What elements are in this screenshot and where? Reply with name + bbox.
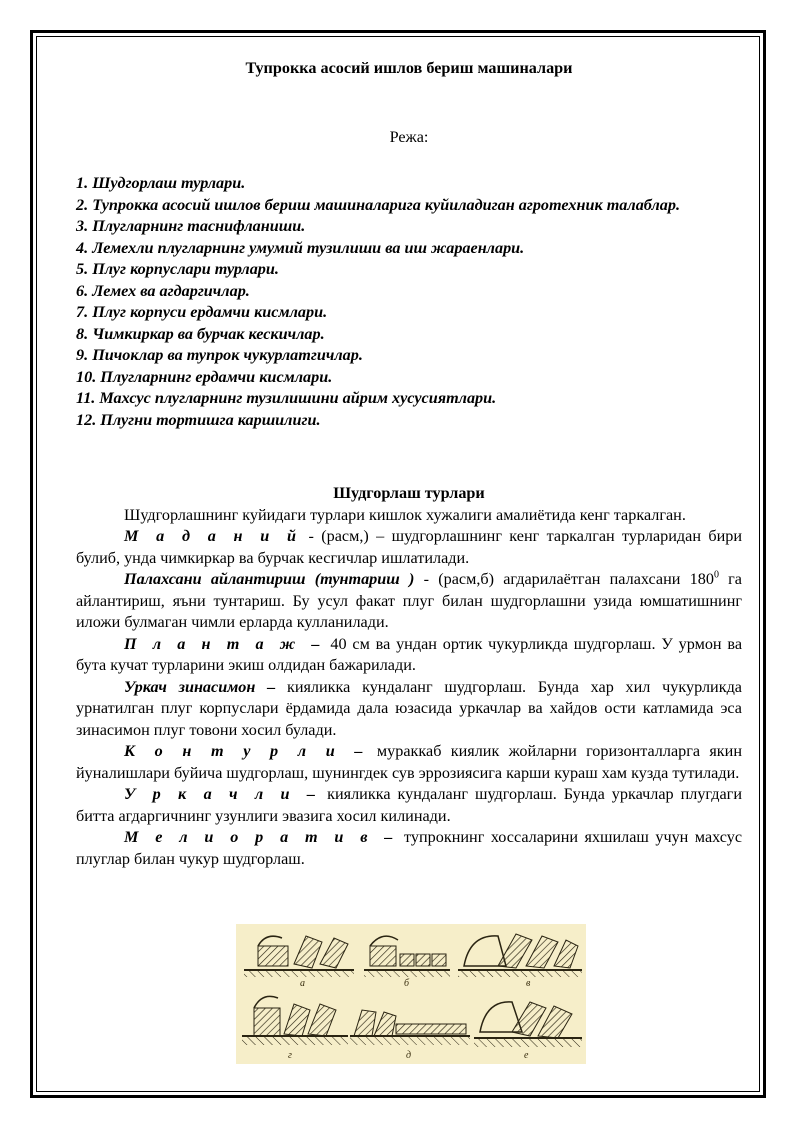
toc-item: 2. Тупрокка асосий ишлов бериш машиналарига куйиладиган агротехник талаблар.	[76, 195, 681, 214]
toc-item: 1. Шудгорлаш турлари.	[76, 174, 246, 192]
toc-item: 7. Плуг корпуси ердамчи кисмлари.	[76, 303, 328, 321]
toc-item: 4. Лемехли плугларнинг умумий тузилиши ва иш жараенлари.	[76, 238, 525, 257]
table-of-contents	[76, 173, 742, 431]
diagram-panel-e	[350, 1010, 470, 1061]
toc-item: 10. Плугларнинг ердамчи кисмлари.	[76, 367, 333, 386]
plan-heading: Режа:	[389, 127, 429, 146]
term-palakhsa: Палахсани айлантириш (тунтариш )	[124, 570, 415, 588]
plowing-types-figure	[236, 924, 586, 1064]
term-meliorativ: М е л и о р а т и в –	[124, 828, 398, 846]
diagram-panel-a	[244, 936, 354, 989]
paragraph-text: Шудгорлашнинг куйидаги турлари кишлок хужалиги амалиётида кенг таркалган.	[124, 505, 686, 524]
figure-label: е	[524, 1050, 529, 1061]
paragraph-text: 40 см ва ундан ортик чукурликда шудгорлаш. У урмон ва бута кучат турларини экиш олдидан бажарилади.	[76, 634, 742, 674]
toc-item: 5. Плуг корпуслари турлари.	[76, 260, 279, 278]
paragraph-text: кияликка кундаланг шудгорлаш. Бунда уркачлар плугдаги битта агдаргичнинг узунлиги эвазига хосил килинади.	[76, 785, 742, 825]
figure-label: д	[406, 1050, 412, 1061]
toc-item: 6. Лемех ва агдаргичлар.	[76, 281, 250, 300]
toc-item: 3. Плугларнинг таснифланиши.	[76, 217, 306, 235]
paragraph-text: кияликка кундаланг шудгорлаш. Бунда хар хил чукурликда урнатилган плуг корпуслари ёрдамида дала юзасида уркачлар ва хайдов ости катламида эса зинасимон плуг товони хосил булади.	[76, 677, 742, 739]
diagram-panel-b	[364, 936, 450, 989]
paragraph-text: мураккаб киялик жойларни горизонталларга якин йуналишлари буйича шудгорлаш, шунингдек сув эррозиясига карши кураш хам кузда тутилади.	[76, 742, 742, 782]
figure-label: б	[404, 978, 410, 989]
degree-superscript: 0	[713, 569, 719, 581]
paragraph	[76, 677, 742, 742]
term-urkachli: У р к а ч л и –	[124, 785, 321, 803]
paragraph	[76, 784, 742, 827]
paragraph	[76, 634, 742, 677]
paragraph	[76, 569, 742, 634]
section-title: Шудгорлаш турлари	[333, 484, 485, 502]
diagram-panel-c	[458, 934, 582, 989]
paragraph	[76, 741, 742, 784]
term-konturli: К о н т у р л и –	[124, 742, 368, 760]
paragraph-text: - (расм,б) агдарилаётган палахсани 180	[414, 570, 714, 588]
paragraph-text: - (расм,) – шудгорлашнинг кенг таркалган турларидан бири булиб, унда чимкиркар ва бурчак кесгичлар ишлатилади.	[76, 527, 742, 567]
paragraph	[76, 505, 742, 527]
figure-label: а	[300, 978, 305, 989]
paragraph	[76, 526, 742, 569]
paragraph	[76, 827, 742, 870]
toc-item: 12. Плугни тортишга каршилиги.	[76, 410, 321, 429]
paragraph-text: тупрокнинг хоссаларини яхшилаш учун махсус плуглар билан чукур шудгорлаш.	[76, 828, 743, 868]
term-urkach-zinasimon: Уркач зинасимон –	[124, 677, 276, 696]
toc-item: 11. Махсус плугларнинг тузилишини айрим хусусиятлари.	[76, 389, 497, 407]
document-title: Тупрокка асосий ишлов бериш машиналари	[245, 59, 573, 77]
figure-label: г	[288, 1050, 292, 1061]
document-body	[76, 58, 742, 870]
diagram-panel-d	[242, 996, 348, 1061]
plowing-diagram	[236, 924, 586, 1064]
term-madaniy: М а д а н и й	[124, 527, 302, 545]
diagram-panel-f	[474, 1002, 582, 1061]
paragraph-text: га айлантириш, яъни тунтариш. Бу усул факат плуг билан шудгорлашни узида юмшатишнинг иложи булмаган чимли ерларда кулланилади.	[76, 570, 742, 631]
toc-item: 8. Чимкиркар ва бурчак кескичлар.	[76, 324, 325, 343]
toc-item: 9. Пичоклар ва тупрок чукурлатгичлар.	[76, 346, 363, 364]
term-plantazh: П л а н т а ж –	[124, 634, 325, 653]
figure-label: в	[526, 978, 531, 989]
